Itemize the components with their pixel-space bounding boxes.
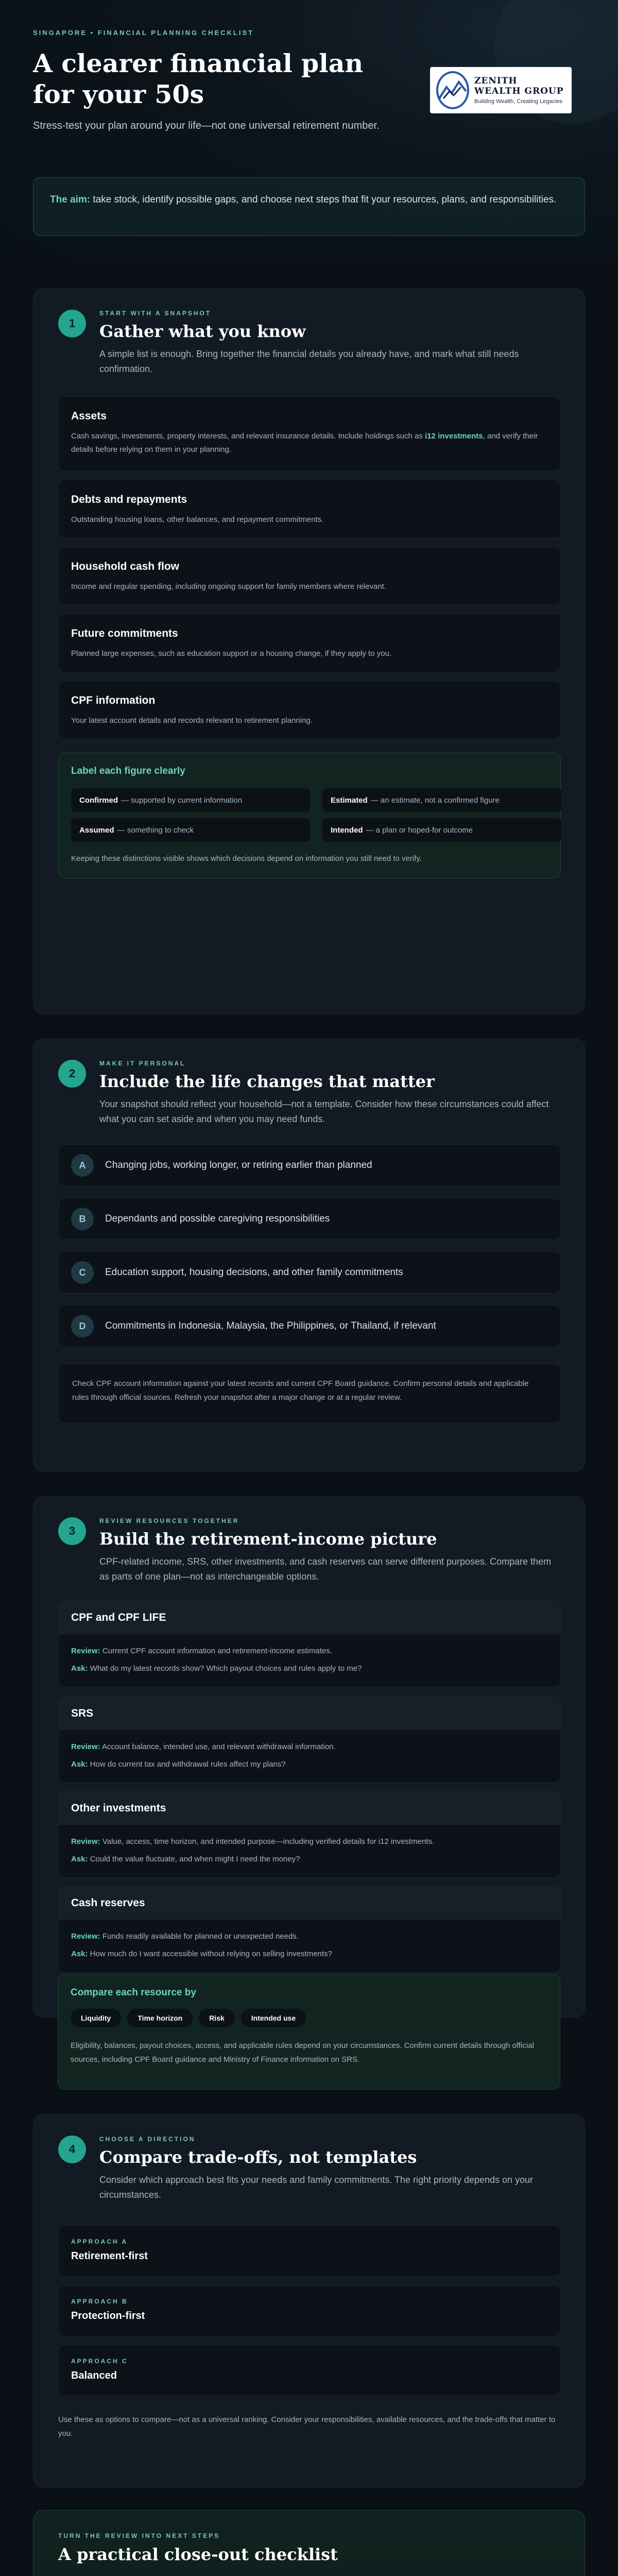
approach-c xyxy=(58,2345,561,2396)
section-number: 1 xyxy=(58,310,86,337)
section-resources xyxy=(33,1496,585,2018)
resource-cpf: CPF and CPF LIFE Review: Current CPF account information and retirement-income estimates. Ask: What do my latest records show? Which payout choices and rules apply to me? xyxy=(58,1601,561,1687)
chip-time-horizon: Time horizon xyxy=(127,2009,193,2027)
approach-title: Balanced xyxy=(71,2370,117,2381)
compare-footer: Eligibility, balances, payout choices, access, and applicable rules depend on your circumstances. Confirm current details through official sources, including CPF Board guidance and Ministry of Finance information on SRS. xyxy=(71,2041,534,2064)
cpf-note: Check CPF account information against your latest records and current CPF Board guidance. Confirm personal details and applicable rules through official sources. Refresh your snapshot after a major change or at a regular review. xyxy=(58,1364,561,1423)
section-eyebrow: START WITH A SNAPSHOT xyxy=(99,310,212,317)
resource-title: Cash reserves xyxy=(59,1887,560,1920)
section-title: Compare trade-offs, not templates xyxy=(99,2147,417,2167)
logo-tagline: Building Wealth, Creating Legacies xyxy=(474,98,563,105)
label-figures-box xyxy=(58,753,561,878)
label-assumed: Assumed — something to check xyxy=(71,818,310,842)
chip-intended-use: Intended use xyxy=(241,2009,306,2027)
section-eyebrow: REVIEW RESOURCES TOGETHER xyxy=(99,1517,239,1524)
life-item-text: Commitments in Indonesia, Malaysia, the Philippines, or Thailand, if relevant xyxy=(105,1320,436,1331)
section-life-changes xyxy=(33,1039,585,1471)
approach-a xyxy=(58,2225,561,2277)
section-number: 3 xyxy=(58,1517,86,1545)
card-body: Cash savings, investments, property interests, and relevant insurance details. Include holdings such as i12 investments, and verify their details before relying on them in your planning. xyxy=(71,432,538,454)
card-title: Assets xyxy=(71,410,107,422)
resource-cash-reserves: Cash reserves Review: Funds readily available for planned or unexpected needs. Ask: How much do I want accessible without relying on selling investments? xyxy=(58,1886,561,1973)
approach-eyebrow: APPROACH B xyxy=(71,2298,128,2305)
card-future xyxy=(58,614,561,672)
life-item-d xyxy=(58,1305,561,1347)
page-title: A clearer financial plan for your 50s xyxy=(33,48,364,109)
section-title: Gather what you know xyxy=(99,321,306,341)
aim-label: The aim: xyxy=(50,194,91,205)
aim-callout xyxy=(33,177,585,236)
closeout-title: A practical close-out checklist xyxy=(58,2545,338,2564)
hero xyxy=(0,0,618,266)
hero-subtitle: Stress-test your plan around your life—not one universal retirement number. xyxy=(33,120,380,131)
section-number: 2 xyxy=(58,1060,86,1088)
card-body: Income and regular spending, including ongoing support for family members where relevant. xyxy=(71,582,387,591)
card-title: Debts and repayments xyxy=(71,494,187,505)
resource-srs: SRS Review: Account balance, intended use, and relevant withdrawal information. Ask: How do current tax and withdrawal rules affect my plans? xyxy=(58,1697,561,1783)
card-body: Outstanding housing loans, other balances, and repayment commitments. xyxy=(71,515,324,524)
section-number: 4 xyxy=(58,2136,86,2163)
logo xyxy=(430,67,572,113)
section-title: Include the life changes that matter xyxy=(99,1072,435,1091)
section-eyebrow: MAKE IT PERSONAL xyxy=(99,1060,186,1067)
section-title: Build the retirement-income picture xyxy=(99,1529,437,1549)
label-intended: Intended — a plan or hoped-for outcome xyxy=(322,818,561,842)
letter-badge: C xyxy=(71,1261,94,1284)
logo-mark-icon xyxy=(436,71,469,109)
approach-title: Protection-first xyxy=(71,2310,145,2321)
approach-eyebrow: APPROACH C xyxy=(71,2358,128,2365)
card-title: Household cash flow xyxy=(71,561,180,572)
section-description: Consider which approach best fits your needs and family commitments. The right priority depends on your circumstances. xyxy=(99,2175,534,2200)
approach-title: Retirement-first xyxy=(71,2250,148,2262)
hero-eyebrow: SINGAPORE • FINANCIAL PLANNING CHECKLIST xyxy=(33,29,254,37)
section-description: A simple list is enough. Bring together the financial details you already have, and mark what still needs confirmation. xyxy=(99,349,519,374)
highlight-i12: i12 investments xyxy=(425,432,483,440)
compare-title: Compare each resource by xyxy=(71,1987,196,1998)
approach-eyebrow: APPROACH A xyxy=(71,2238,128,2245)
section-direction xyxy=(33,2114,585,2487)
life-item-text: Education support, housing decisions, and other family commitments xyxy=(105,1267,403,1278)
life-item-a xyxy=(58,1144,561,1187)
section-description: Your snapshot should reflect your household—not a template. Consider how these circumstances could affect what you can set aside and when you may need funds. xyxy=(99,1099,549,1124)
approach-footer: Use these as options to compare—not as a universal ranking. Consider your responsibilities, available resources, and the trade-offs that matter to you. xyxy=(58,2415,556,2438)
card-cpf xyxy=(58,681,561,739)
resource-other-investments: Other investments Review: Value, access, time horizon, and intended purpose—including verified details for i12 investments. Ask: Could the value fluctuate, and when might I need the money? xyxy=(58,1791,561,1878)
card-cashflow xyxy=(58,547,561,605)
card-assets xyxy=(58,396,561,471)
label-box-title: Label each figure clearly xyxy=(71,766,185,776)
approach-b xyxy=(58,2285,561,2336)
card-body: Planned large expenses, such as education support or a housing change, if they apply to you. xyxy=(71,649,392,658)
resource-title: CPF and CPF LIFE xyxy=(59,1601,560,1634)
resource-title: Other investments xyxy=(59,1792,560,1825)
chip-risk: Risk xyxy=(199,2009,235,2027)
chip-liquidity: Liquidity xyxy=(71,2009,121,2027)
life-item-b xyxy=(58,1198,561,1240)
label-estimated: Estimated — an estimate, not a confirmed figure xyxy=(322,788,561,812)
compare-resources-box xyxy=(58,1974,560,2090)
card-title: Future commitments xyxy=(71,628,178,639)
aim-text: take stock, identify possible gaps, and choose next steps that fit your resources, plans, and responsibilities. xyxy=(90,194,557,205)
life-item-text: Changing jobs, working longer, or retiring earlier than planned xyxy=(105,1160,372,1171)
section-eyebrow: CHOOSE A DIRECTION xyxy=(99,2136,196,2143)
section-description: CPF-related income, SRS, other investments, and cash reserves can serve different purposes. Compare them as parts of one plan—not as interchangeable options. xyxy=(99,1556,552,1582)
logo-name: ZENITH WEALTH GROUP xyxy=(474,76,564,96)
section-gather xyxy=(33,289,585,1014)
closeout-eyebrow: TURN THE REVIEW INTO NEXT STEPS xyxy=(58,2532,220,2539)
life-item-c xyxy=(58,1251,561,1294)
section-closeout xyxy=(33,2510,585,2576)
letter-badge: B xyxy=(71,1208,94,1230)
life-item-text: Dependants and possible caregiving responsibilities xyxy=(105,1213,330,1224)
letter-badge: D xyxy=(71,1315,94,1337)
card-debts xyxy=(58,480,561,538)
card-body: Your latest account details and records relevant to retirement planning. xyxy=(71,716,313,725)
letter-badge: A xyxy=(71,1154,94,1177)
label-confirmed: Confirmed — supported by current information xyxy=(71,788,310,812)
card-title: CPF information xyxy=(71,694,156,706)
resource-title: SRS xyxy=(59,1697,560,1730)
label-box-footer: Keeping these distinctions visible shows which decisions depend on information you still need to verify. xyxy=(71,854,422,863)
